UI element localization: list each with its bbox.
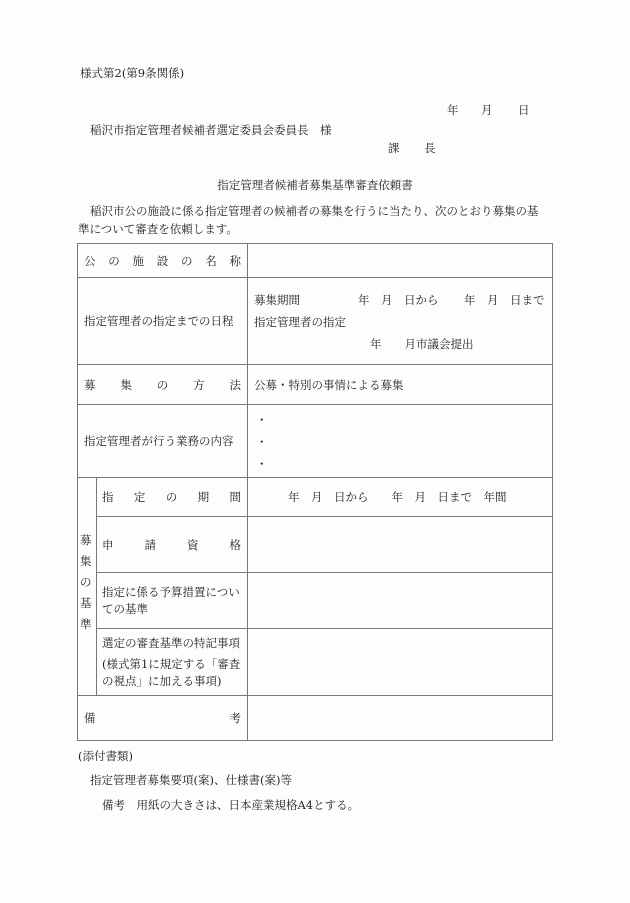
sender-cho: 長 [424,141,436,155]
duties-bullet: ・ [256,413,268,427]
term-value: 年 月 日から 年 月 日まで 年間 [288,490,507,504]
method-value: 公募・特別の事情による募集 [254,377,404,392]
addressee: 稲沢市指定管理者候補者選定委員会委員長 様 [90,123,332,137]
qualification-label: 申 請 資 格 [102,537,241,552]
intro-line-1: 稲沢市公の施設に係る指定管理者の候補者の募集を行うに当たり、次のとおり募集の基 [90,204,539,218]
special-criteria-value[interactable] [249,629,551,695]
recruitment-period-to: 年 月 日まで [464,293,545,307]
qualification-value[interactable] [249,517,551,572]
budget-label: 指定に係る予算措置につい ての基準 [102,585,240,616]
remarks-value[interactable] [249,696,551,740]
facility-name-value[interactable] [249,244,551,277]
duties-label: 指定管理者が行う業務の内容 [84,434,234,448]
council-submission: 年 月市議会提出 [370,337,474,351]
date-day: 日 [518,103,530,117]
sender-ka: 課 [388,141,400,155]
duties-bullet: ・ [256,435,268,449]
duties-bullet: ・ [256,457,268,471]
attachments-items: 指定管理者募集要項(案)、仕様書(案)等 [90,773,292,787]
form-number: 様式第2(第9条関係) [80,66,185,80]
intro-line-2: 準について審査を依頼します。 [78,222,238,236]
attachments-heading: (添付書類) [78,749,133,763]
budget-value[interactable] [249,573,551,628]
remarks-label: 備 考 [84,711,241,725]
designation-label: 指定管理者の指定 [254,315,346,329]
recruitment-period-from: 年 月 日から [358,293,439,307]
facility-name-label: 公 の 施 設 の 名 称 [84,253,241,268]
document-title: 指定管理者候補者募集基準審査依頼書 [217,178,413,192]
date-month: 月 [481,103,493,117]
schedule-label: 指定管理者の指定までの日程 [84,314,234,328]
date-year: 年 [447,103,459,117]
criteria-group-label: 募 集 の 基 準 [80,533,92,631]
special-criteria-label: 選定の審査基準の特記事項 (様式第1に規定する「審査 の視点」に加える事項) [102,636,241,688]
method-label: 募 集 の 方 法 [84,377,241,392]
recruitment-period-label: 募集期間 [254,293,300,307]
term-label: 指 定 の 期 間 [102,490,241,504]
paper-size-note: 備考 用紙の大きさは、日本産業規格A4とする。 [102,798,360,812]
